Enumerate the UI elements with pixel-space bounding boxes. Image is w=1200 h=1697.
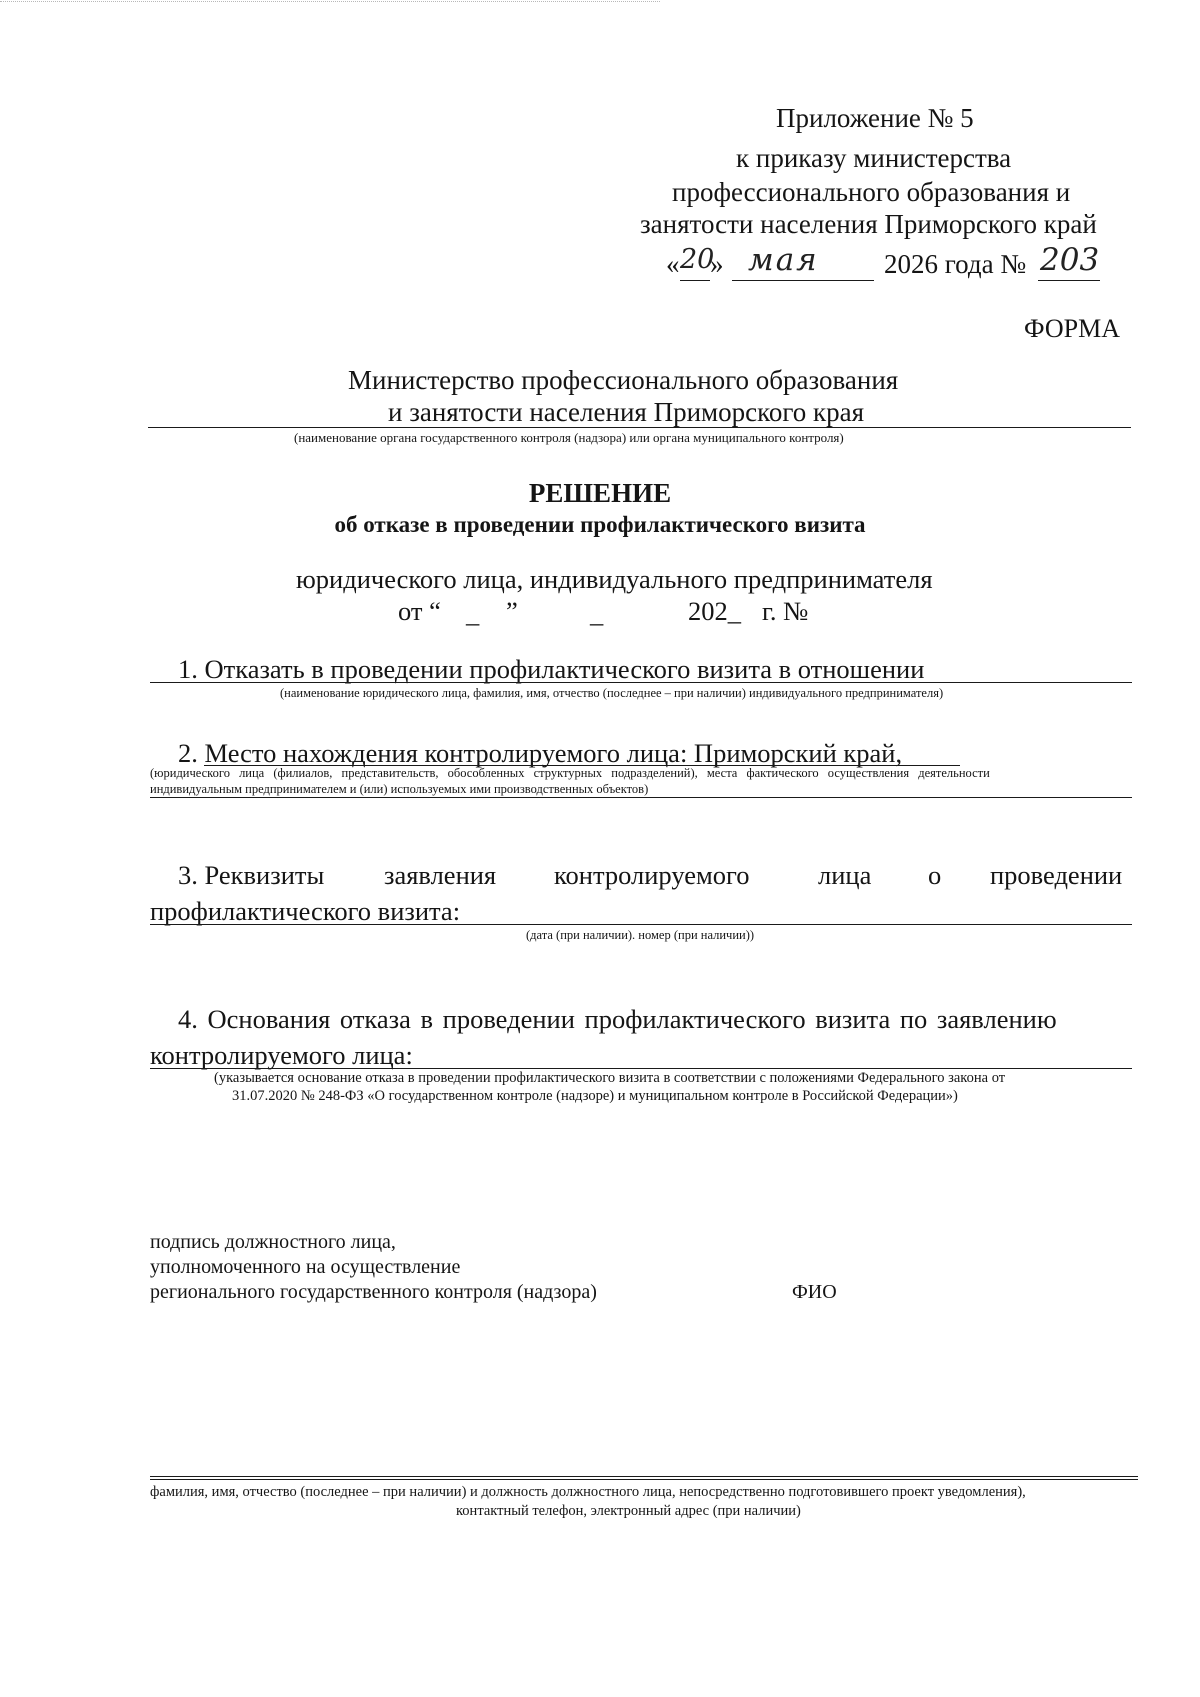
decision-subtitle: об отказе в проведении профилактического визита [334,512,866,537]
decision-date-line [398,596,818,632]
appendix-line-3: занятости населения Приморского край [640,209,1097,239]
signature-fio: ФИО [792,1281,837,1303]
from-day-blank: _ [466,598,480,628]
appendix-line-2: профессионального образования и [672,177,1071,207]
item-4-line-1: 4. Основания отказа в проведении профилактического визита по заявлению [178,1004,1057,1034]
from-month-blank: _ [590,598,604,628]
from-year: 202_ [688,596,741,626]
forma-label: ФОРМА [1024,314,1120,343]
date-year-text: 2026 года № [884,249,1027,279]
signature-line-1: подпись должностного лица, [150,1231,396,1253]
item-4-line-2: контролируемого лица: [150,1040,413,1070]
from-number-label: г. № [762,596,809,626]
item-3-word-1: 3. Реквизиты [178,860,325,890]
authority-line-1: Министерство профессионального образования [348,365,899,395]
item-3-word-6: проведении [990,860,1123,890]
authority-note: (наименование органа государственного контроля (надзора) или органа муниципального контроля) [294,430,844,445]
item-3-underline [150,924,1132,925]
item-4-note-line-2: 31.07.2020 № 248-ФЗ «О государственном контроле (надзоре) и муниципальном контроле в Российской Федерации») [232,1088,958,1104]
month-underline [732,280,874,281]
item-2-bottom-rule [150,797,1132,798]
item-3-note: (дата (при наличии). номер (при наличии)) [526,928,755,942]
item-3-line-2: профилактического визита: [150,896,461,926]
from-quote-close: ” [506,596,518,626]
footer-rule-2 [150,1479,1138,1480]
scan-edge-line [0,1,660,2]
date-month-handwritten: мая [748,242,819,278]
authority-underline [148,427,1131,428]
item-4-underline [150,1068,1132,1069]
item-3-word-5: о [928,860,942,890]
signature-line-3: регионального государственного контроля (надзора) [150,1281,597,1303]
decision-title: РЕШЕНИЕ [528,478,672,508]
item-2-text: 2. Место нахождения контролируемого лица: Приморский край, [178,738,903,768]
signature-line-2: уполномоченного на осуществление [150,1256,461,1278]
item-3-word-3: контролируемого [554,860,750,890]
item-4-note-line-1: (указывается основание отказа в проведении профилактического визита в соответствии с положениями Федерального закона от [214,1070,1006,1086]
item-2-note-line-1: (юридического лица (филиалов, представительств, обособленных структурных подразделений), места фактического осуществления деятельности [150,766,990,780]
item-1-text: 1. Отказать в проведении профилактического визита в отношении [178,654,925,684]
day-underline [680,280,710,281]
date-open-quote: « [666,249,680,279]
item-3-line-1 [178,860,1134,896]
date-close-quote: » [710,249,724,279]
appendix-line-1: к приказу министерства [736,143,1012,173]
decision-addressee: юридического лица, индивидуального предпринимателя [296,564,933,594]
footer-line-2: контактный телефон, электронный адрес (при наличии) [456,1503,801,1519]
item-1-underline [150,682,1132,683]
number-underline [1038,280,1100,281]
item-3-word-2: заявления [384,860,497,890]
order-number-handwritten: 203 [1040,242,1100,278]
order-date-line [666,242,1126,288]
item-2-note-line-2: индивидуальным предпринимателем и (или) используемых ими производственных объектов) [150,782,649,796]
date-day-handwritten: 20 [680,244,715,275]
from-prefix: от “ [398,596,441,626]
item-3-word-4: лица [818,860,872,890]
item-1-note: (наименование юридического лица, фамилия, имя, отчество (последнее – при наличии) индивидуального предпринимателя) [280,686,944,700]
authority-line-2: и занятости населения Приморского края [388,397,865,427]
appendix-title: Приложение № 5 [776,103,974,133]
footer-line-1: фамилия, имя, отчество (последнее – при наличии) и должность должностного лица, непосредственно подготовившего проект уведомления), [150,1484,1026,1500]
footer-rule [150,1476,1138,1477]
